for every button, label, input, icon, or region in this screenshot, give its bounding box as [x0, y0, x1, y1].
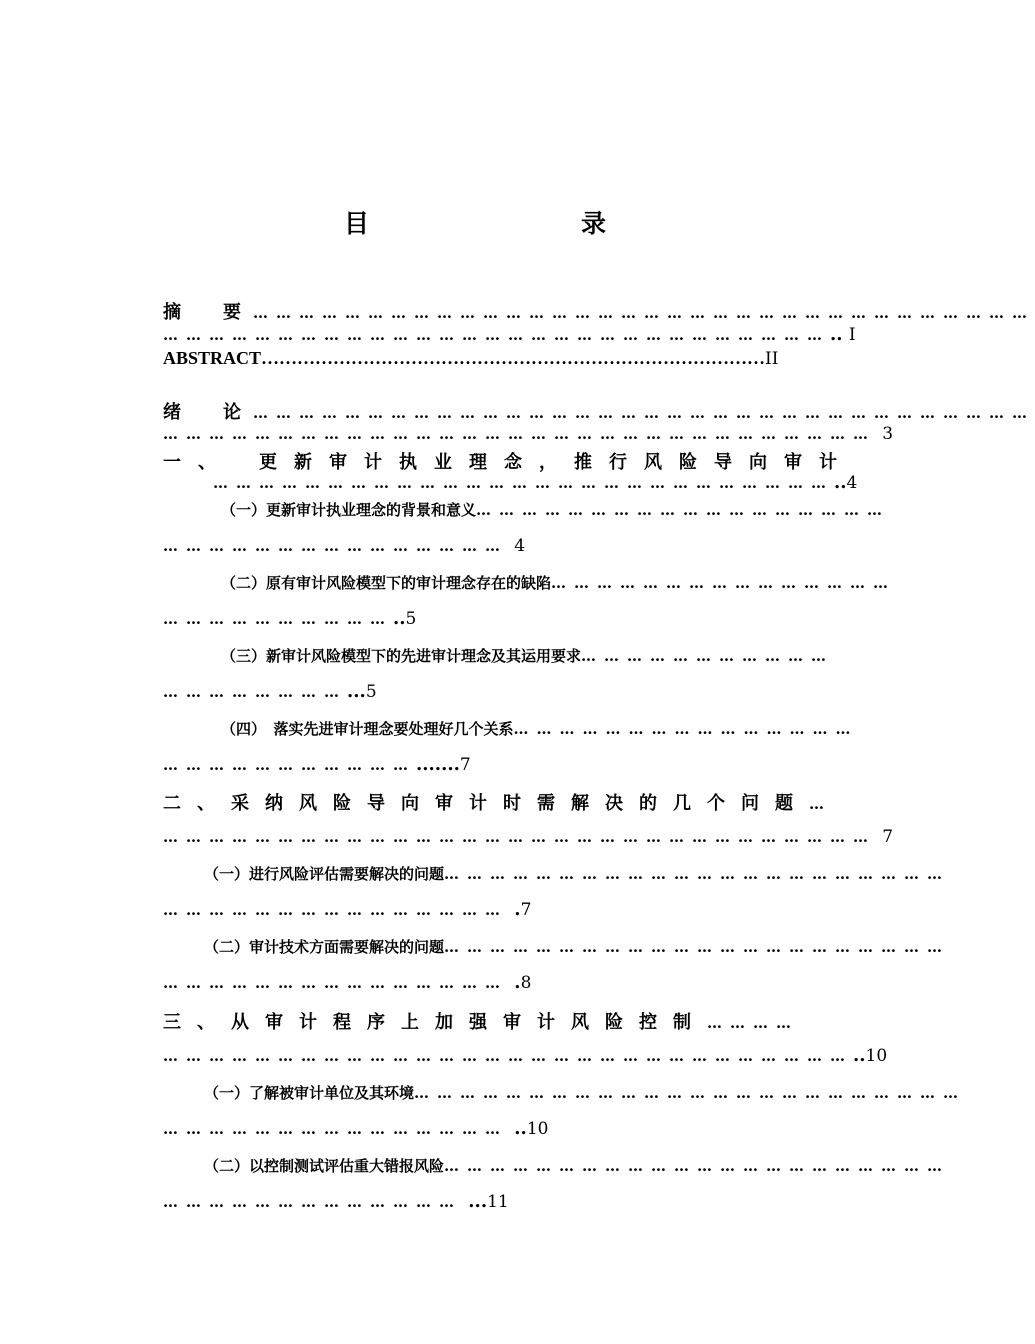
toc-entry-label: 绪 论	[163, 402, 253, 423]
toc-entry-label: （一）了解被审计单位及其环境	[204, 1084, 415, 1102]
toc-entry-label: （四） 落实先进审计理念要处理好几个关系	[221, 720, 514, 738]
toc-tail-dots: ..	[514, 1118, 527, 1139]
toc-page-number: 5	[405, 609, 417, 629]
toc-page-number: 11	[487, 1192, 509, 1212]
toc-leader-dots: …………………………………………………………………………………	[163, 828, 876, 846]
toc-page-number: 5	[365, 682, 377, 702]
toc-entry-abstract-en[interactable]	[163, 348, 819, 369]
toc-entry-chapter-3-cont	[163, 1045, 888, 1066]
toc-entry-section-1-3-cont	[163, 681, 819, 702]
toc-entry-chapter-3[interactable]	[163, 1008, 819, 1034]
toc-entry-section-2-2[interactable]	[204, 936, 951, 957]
toc-tail-dots: .......	[416, 754, 460, 775]
toc-entry-chapter-1[interactable]	[163, 448, 854, 474]
toc-entry-label: （二）原有审计风险模型下的审计理念存在的缺陷	[221, 574, 552, 592]
toc-entry-label: （一）更新审计执业理念的背景和意义	[221, 501, 477, 519]
toc-entry-label: （二）审计技术方面需要解决的问题	[204, 938, 445, 956]
toc-entry-section-2-2-cont	[163, 972, 819, 993]
toc-leader-dots: ……………………………	[581, 647, 835, 665]
toc-entry-introduction-cont	[163, 423, 894, 444]
toc-entry-section-3-2[interactable]	[204, 1155, 951, 1176]
toc-entry-label: ABSTRACT	[163, 348, 262, 368]
toc-leader-dots: ………………………………………	[163, 974, 508, 992]
toc-entry-section-1-3[interactable]	[221, 645, 835, 666]
toc-title: 目 录	[343, 209, 660, 238]
toc-entry-chapter-2[interactable]	[163, 789, 832, 815]
toc-entry-abstract-cn-cont	[163, 324, 856, 345]
toc-entry-section-3-2-cont	[163, 1191, 819, 1212]
toc-entry-section-3-1[interactable]	[204, 1082, 967, 1103]
toc-page-number: 10	[526, 1119, 549, 1139]
toc-leader-dots: ………………………………………	[551, 574, 897, 592]
toc-entry-label: （三）新审计风险模型下的先进审计理念及其运用要求	[221, 647, 582, 665]
toc-entry-label: （二）以控制测试评估重大错报风险	[204, 1157, 445, 1175]
toc-entry-label: 二、采纳风险导向审计时需解决的几个问题	[163, 793, 809, 814]
toc-entry-section-1-1-cont	[163, 535, 819, 556]
toc-leader-dots: ………………………………………………………………………	[213, 474, 834, 492]
toc-entry-section-2-1-cont	[163, 899, 819, 920]
toc-tail-dots: .	[514, 972, 521, 993]
toc-entry-section-3-1-cont	[163, 1118, 819, 1139]
toc-leader-dots: …………	[707, 1014, 799, 1032]
toc-leader-dots: ……………………………………………………………………………	[163, 326, 830, 344]
toc-leader-dots: ………………………………………	[163, 1120, 508, 1138]
toc-entry-section-1-2[interactable]	[221, 572, 897, 593]
toc-entry-label: 摘 要	[163, 302, 253, 323]
toc-entry-chapter-1-cont	[213, 472, 858, 493]
toc-entry-chapter-2-cont	[163, 826, 894, 847]
toc-leader-dots: ……………………	[163, 683, 347, 701]
toc-page-number: 8	[520, 973, 532, 993]
toc-entry-label: 一、 更新审计执业理念，推行风险导向审计	[163, 452, 854, 473]
toc-page-number: 4	[846, 473, 858, 493]
toc-leader-dots: …………………………………………………………	[444, 938, 951, 956]
toc-page-number: 7	[520, 900, 532, 920]
toc-tail-dots: ..	[834, 472, 847, 493]
toc-entry-introduction[interactable]	[163, 398, 1035, 424]
toc-page-number: 7	[882, 827, 894, 847]
toc-leader-dots: ………………………………………………………………	[414, 1084, 967, 1102]
toc-leader-dots: ………………………………………	[513, 720, 859, 738]
toc-leader-dots: …………………………………………………………………………………………	[253, 304, 1035, 322]
toc-entry-label: （一）进行风险评估需要解决的问题	[204, 865, 445, 883]
toc-leader-dots: …………………………………………………………………………………………	[253, 404, 1035, 422]
toc-leader-dots: …………………………………………………………	[444, 1157, 951, 1175]
toc-page-number: I	[848, 325, 856, 345]
toc-leader-dots: ………………………………………………	[476, 501, 891, 519]
toc-entry-label: 三、从审计程序上加强审计风险控制	[163, 1012, 707, 1033]
toc-page-number: 4	[514, 536, 526, 556]
toc-entry-section-1-4[interactable]	[221, 718, 859, 739]
toc-entry-section-1-2-cont	[163, 608, 819, 629]
toc-leader-dots: …………………………………………………………………………………	[163, 425, 876, 443]
toc-leader-dots: ………………………………………………………………………………	[163, 1047, 853, 1065]
toc-page-number: 7	[459, 755, 471, 775]
toc-entry-section-1-4-cont	[163, 754, 819, 775]
toc-entry-section-2-1[interactable]	[204, 863, 951, 884]
toc-leader-dots: ……………………………	[163, 756, 416, 774]
toc-tail-dots: ...	[347, 681, 366, 702]
toc-entry-section-1-1[interactable]	[221, 499, 891, 520]
toc-tail-dots: ..	[853, 1045, 866, 1066]
toc-leader-dots: ………………………………………	[163, 537, 508, 555]
toc-page-number: 10	[865, 1046, 888, 1066]
toc-leader-dots: ………………………………………	[163, 901, 508, 919]
toc-leader-dots: …………………………………………………………	[444, 865, 951, 883]
toc-page-number: II	[765, 349, 779, 369]
toc-tail-dots: ..	[830, 324, 843, 345]
toc-leader-dots: …	[809, 795, 832, 813]
toc-leader-dots: …………………………………	[163, 1193, 462, 1211]
toc-tail-dots: .	[514, 899, 521, 920]
toc-leader-dots: …………………………	[163, 610, 393, 628]
toc-leader-dots: …………………………………………………………………………	[261, 348, 766, 368]
toc-page-number: 3	[882, 424, 894, 444]
toc-entry-abstract-cn[interactable]	[163, 298, 1035, 324]
toc-tail-dots: ...	[468, 1191, 488, 1212]
toc-tail-dots: ..	[393, 608, 406, 629]
